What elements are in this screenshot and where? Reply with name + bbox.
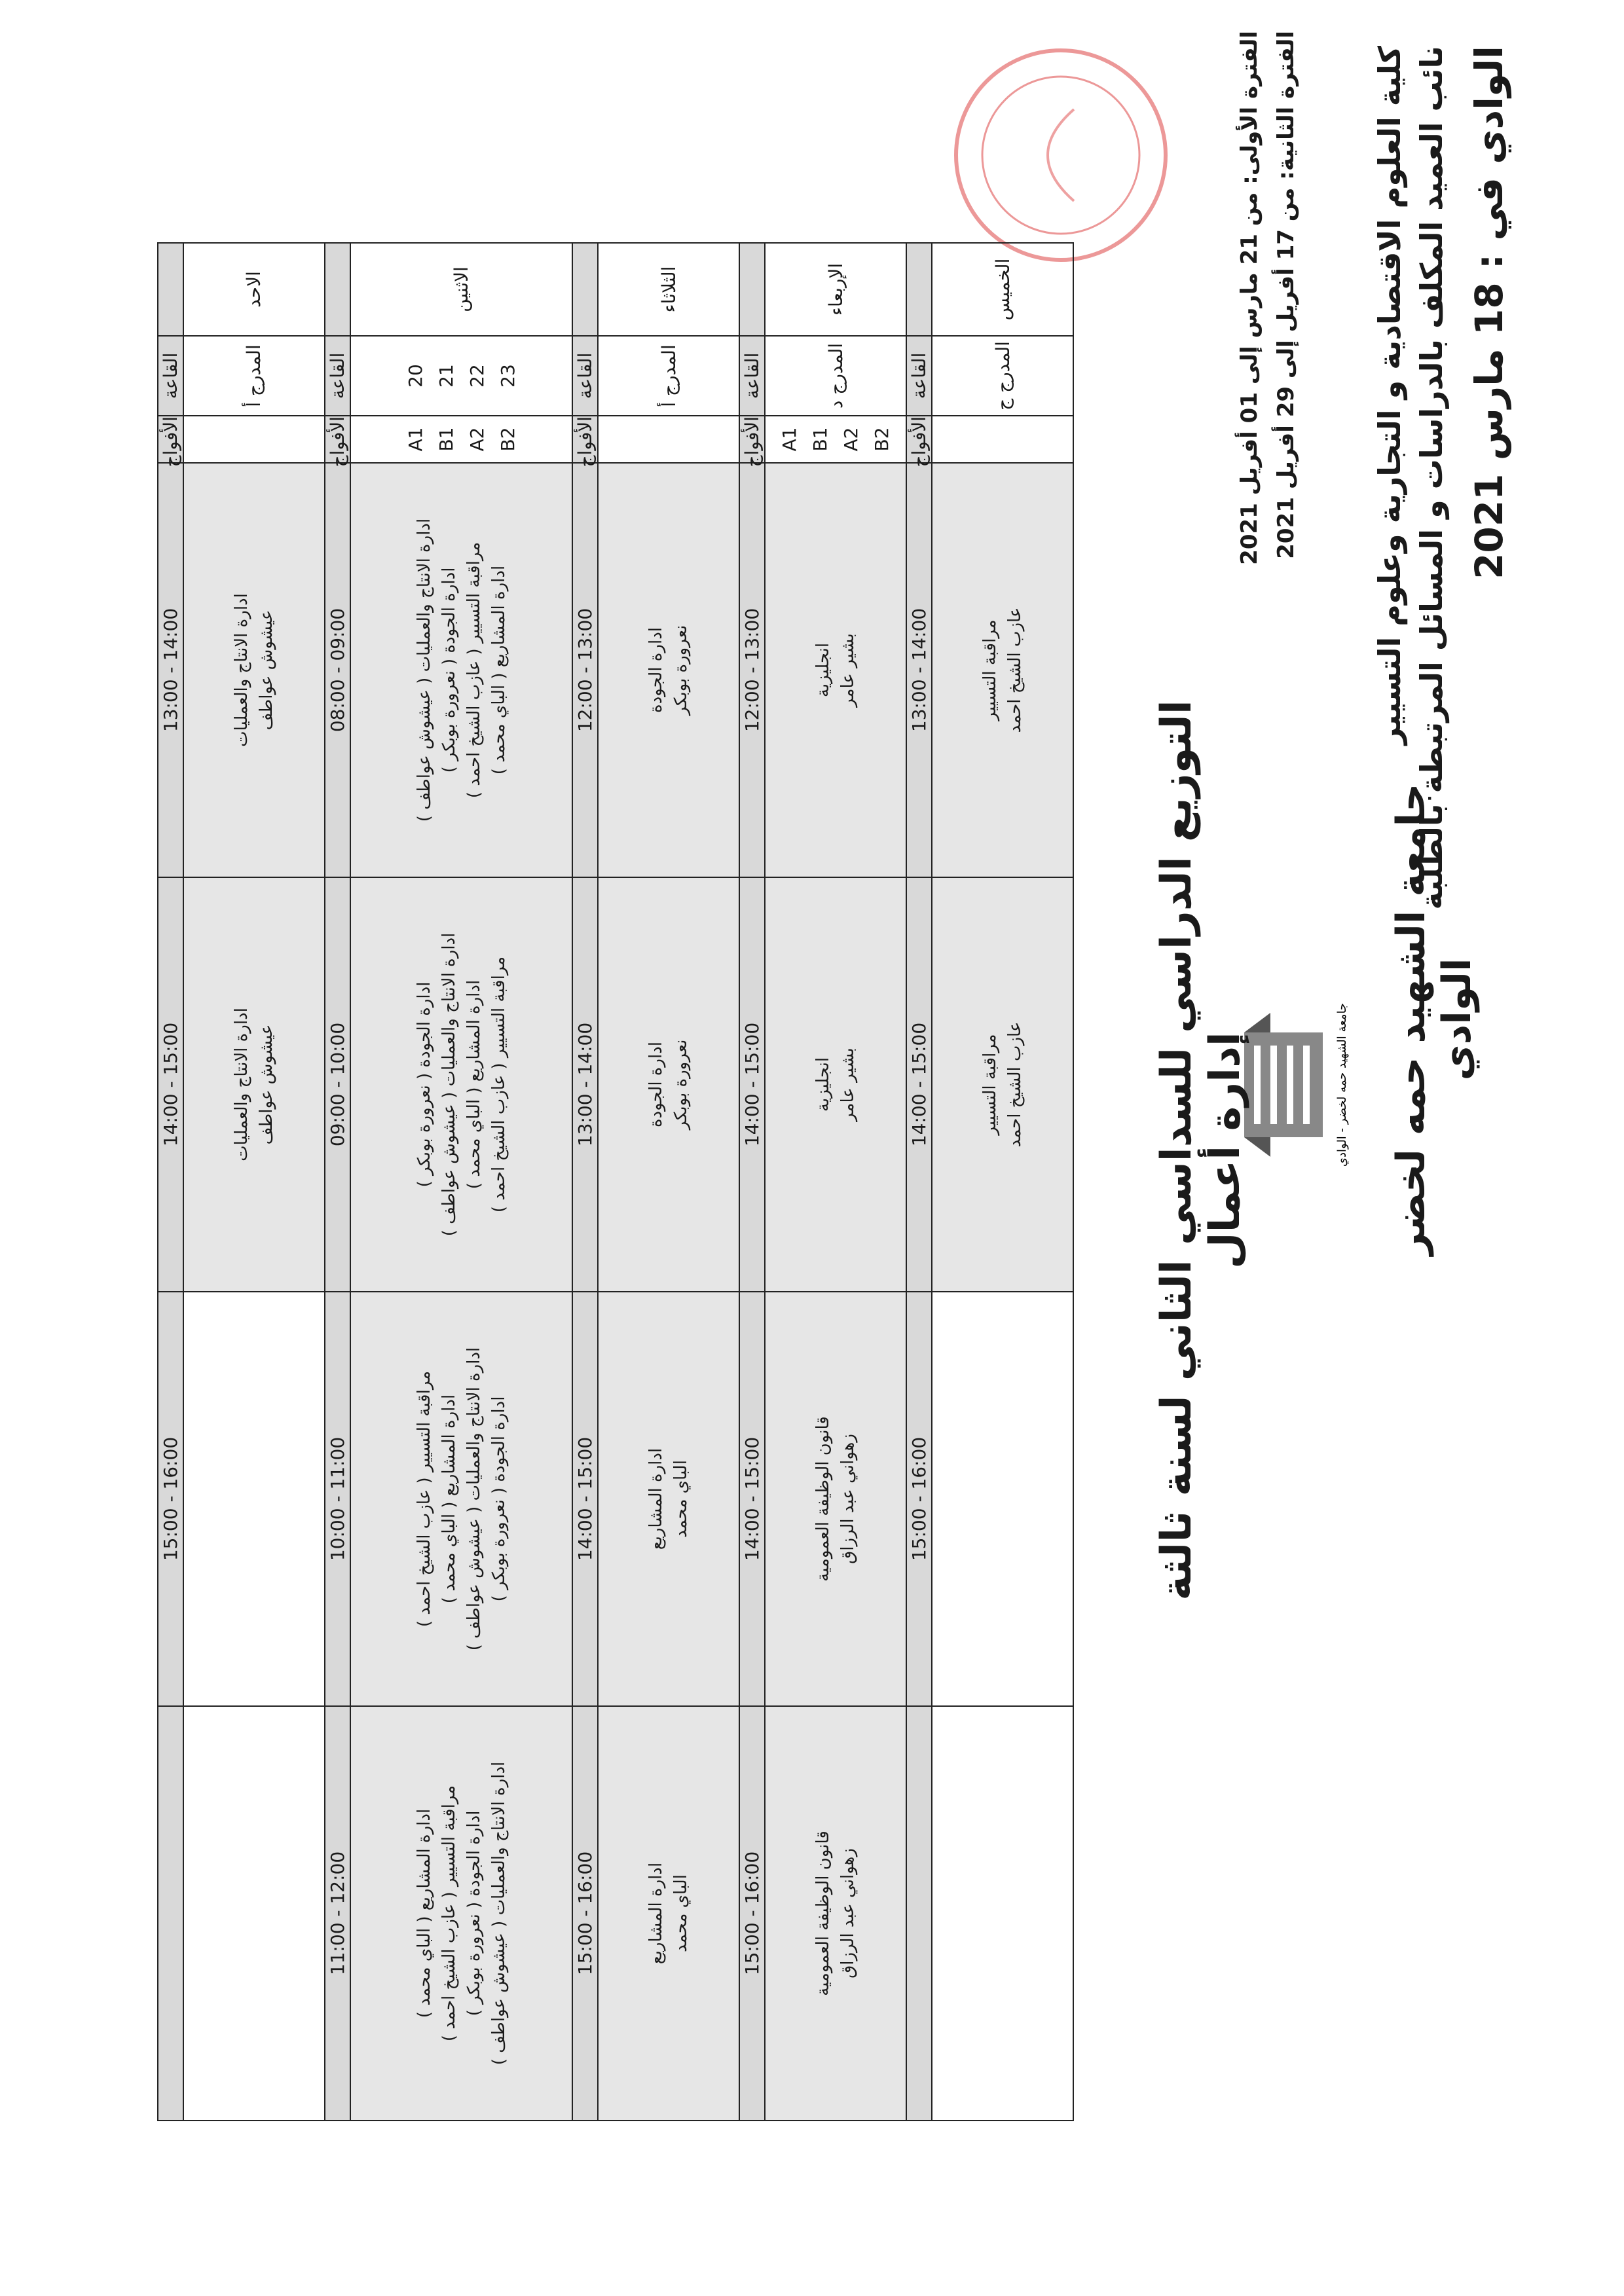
slot-cell <box>932 877 1073 1292</box>
header-row <box>158 243 183 2121</box>
course-line: مراقبة التسيير ( عازب الشيخ احمد ) <box>464 541 484 799</box>
course-line: بشير عامر <box>838 633 858 707</box>
time-slot: 13:00 - 12:00 <box>739 463 765 877</box>
time-slot: 15:00 - 14:00 <box>739 877 765 1292</box>
time-slot: 12:00 - 11:00 <box>325 1706 350 2121</box>
course-line: ادارة المشاريع ( الباي محمد ) <box>489 565 509 775</box>
course-line: قانون الوظيفة العمومية <box>813 1416 834 1582</box>
groups-label: الأفواج <box>739 416 765 463</box>
course-line: انجليزية <box>813 1057 834 1112</box>
day-row <box>183 243 325 2121</box>
time-slot: 14:00 - 13:00 <box>572 877 598 1292</box>
day-row <box>932 243 1073 2121</box>
day-header-cell <box>906 243 932 336</box>
hall-name: المدرج أ <box>183 336 325 416</box>
period-2: الفترة الثانية: من 17 أفريل إلى 29 أفريل 2021 <box>1273 31 1299 559</box>
hall-label: القاعة <box>572 336 598 416</box>
course-line: ادارة الجودة <box>646 1041 667 1128</box>
course-line: عيشوش عواطف <box>256 1024 276 1145</box>
slot-cell <box>765 463 906 877</box>
day-row <box>765 243 906 2121</box>
group-code: B1 <box>435 427 457 452</box>
group-list <box>350 416 572 463</box>
hall-name: المدرج ج <box>932 336 1073 416</box>
hall-name <box>350 336 572 416</box>
course-line: زهواني عبد الرزاق <box>838 1434 858 1564</box>
time-slot: 15:00 - 14:00 <box>572 1292 598 1706</box>
schedule-table <box>157 242 1074 2121</box>
course-line: ادارة الانتاج والعمليات ( عيشوش عواطف ) <box>464 1347 484 1651</box>
hall-label: القاعة <box>158 336 183 416</box>
time-slot: 10:00 - 09:00 <box>325 877 350 1292</box>
group-list <box>183 416 325 463</box>
slot-cell <box>765 1706 906 2121</box>
day-header-cell <box>158 243 183 336</box>
course-line: مراقبة التسيير ( عازب الشيخ احمد ) <box>489 956 509 1213</box>
course-line: زهواني عبد الرزاق <box>838 1848 858 1978</box>
course-line: عيشوش عواطف <box>256 610 276 731</box>
hall-label: القاعة <box>739 336 765 416</box>
slot-cell <box>932 463 1073 877</box>
slot-cell <box>765 877 906 1292</box>
slot-cell <box>598 1706 739 2121</box>
course-line: ادارة الانتاج والعمليات <box>231 593 251 747</box>
time-slot: 09:00 - 08:00 <box>325 463 350 877</box>
hall-label: القاعة <box>325 336 350 416</box>
course-line: ادارة الانتاج والعمليات <box>231 1008 251 1161</box>
course-line: مراقبة التسيير ( عازب الشيخ احمد ) <box>439 1785 459 2042</box>
university-logo <box>1231 987 1369 1183</box>
course-line: نعرورة بوبكر <box>671 1039 692 1130</box>
time-slot <box>906 1706 932 2121</box>
room-number: 20 <box>404 364 426 388</box>
day-header-cell <box>739 243 765 336</box>
time-slot: 16:00 - 15:00 <box>158 1292 183 1706</box>
room-number: 22 <box>466 364 488 388</box>
time-slot: 16:00 - 15:00 <box>906 1292 932 1706</box>
course-line: الباي محمد <box>671 1874 692 1952</box>
course-line: ادارة الجودة ( نعرورة بوبكر ) <box>489 1396 509 1602</box>
periods <box>1231 31 1304 565</box>
header-row <box>325 243 350 2121</box>
time-slot: 15:00 - 14:00 <box>158 877 183 1292</box>
course-line: انجليزية <box>813 642 834 698</box>
day-name: الخميس <box>932 243 1073 336</box>
day-name: الاثنين <box>350 243 572 336</box>
day-name: الإربعاء <box>765 243 906 336</box>
slot-cell <box>598 463 739 877</box>
course-line: نعرورة بوبكر <box>671 625 692 716</box>
header-row <box>572 243 598 2121</box>
course-line: ادارة المشاريع ( الباي محمد ) <box>439 1394 459 1604</box>
group-code: A2 <box>466 427 488 452</box>
group-code: A2 <box>840 427 862 452</box>
course-line: ادارة المشاريع <box>646 1448 667 1550</box>
slot-cell <box>598 1292 739 1706</box>
hall-name: المدرج د <box>765 336 906 416</box>
slot-cell <box>350 1706 572 2121</box>
slot-cell <box>765 1292 906 1706</box>
course-line: ادارة الجودة ( نعرورة بوبكر ) <box>414 981 434 1188</box>
course-line: ادارة الجودة ( نعرورة بوبكر ) <box>439 567 459 773</box>
day-header-cell <box>325 243 350 336</box>
stamp-seal <box>943 37 1179 273</box>
slot-cell <box>350 463 572 877</box>
groups-label: الأفواج <box>158 416 183 463</box>
time-slot: 13:00 - 12:00 <box>572 463 598 877</box>
course-line: ادارة المشاريع <box>646 1862 667 1965</box>
groups-label: الأفواج <box>572 416 598 463</box>
day-name: الثلاثاء <box>598 243 739 336</box>
group-code: A1 <box>779 427 801 452</box>
course-line: مراقبة التسيير ( عازب الشيخ احمد ) <box>414 1370 434 1628</box>
time-slot: 14:00 - 13:00 <box>158 463 183 877</box>
group-code: B1 <box>809 427 832 452</box>
course-line: ادارة المشاريع ( الباي محمد ) <box>464 979 484 1190</box>
time-slot: 11:00 - 10:00 <box>325 1292 350 1706</box>
group-code: A1 <box>404 427 426 452</box>
office-name: نائب العميد المكلف بالدراسات و المسائل المرتبطة بالطلبة <box>1414 46 1449 910</box>
slot-cell <box>932 1292 1073 1706</box>
time-slot: 14:00 - 13:00 <box>906 463 932 877</box>
faculty-name: كلية العلوم الاقتصادية و التجارية وعلوم التسيير <box>1372 46 1407 745</box>
time-slot: 15:00 - 14:00 <box>739 1292 765 1706</box>
course-line: عازب الشيخ احمد <box>1005 607 1025 733</box>
course-line: ادارة الانتاج والعمليات ( عيشوش عواطف ) <box>489 1761 509 2066</box>
course-line: ادارة المشاريع ( الباي محمد ) <box>414 1808 434 2018</box>
slot-cell <box>932 1706 1073 2121</box>
groups-label: الأفواج <box>325 416 350 463</box>
course-line: الباي محمد <box>671 1460 692 1538</box>
page-title: التوزيع الدراسي للسداسي الثاني لسنة ثالثة إدارة أعمال <box>1153 700 1249 1601</box>
university-name: جامعة الشهيد حمه لخضر الوادي <box>1388 783 1480 1256</box>
hall-label: القاعة <box>906 336 932 416</box>
day-name: الاحد <box>183 243 325 336</box>
group-list <box>765 416 906 463</box>
header-row <box>739 243 765 2121</box>
group-list <box>598 416 739 463</box>
slot-cell <box>350 877 572 1292</box>
course-line: ادارة الانتاج والعمليات ( عيشوش عواطف ) <box>414 518 434 822</box>
group-code: B2 <box>496 427 519 452</box>
slot-cell <box>183 1706 325 2121</box>
course-line: عازب الشيخ احمد <box>1005 1021 1025 1148</box>
course-line: مراقبة التسيير <box>980 619 1001 721</box>
time-slot <box>158 1706 183 2121</box>
day-row <box>598 243 739 2121</box>
day-row <box>350 243 572 2121</box>
course-line: ادارة الجودة ( نعرورة بوبكر ) <box>464 1810 484 2016</box>
groups-label: الأفواج <box>906 416 932 463</box>
document-date: الوادي في : 18 مارس 2021 <box>1467 46 1511 579</box>
group-code: B2 <box>871 427 893 452</box>
course-line: قانون الوظيفة العمومية <box>813 1831 834 1996</box>
course-line: بشير عامر <box>838 1048 858 1121</box>
room-number: 21 <box>435 364 457 388</box>
slot-cell <box>598 877 739 1292</box>
slot-cell <box>350 1292 572 1706</box>
time-slot: 16:00 - 15:00 <box>739 1706 765 2121</box>
hall-name: المدرج أ <box>598 336 739 416</box>
group-list <box>932 416 1073 463</box>
time-slot: 16:00 - 15:00 <box>572 1706 598 2121</box>
course-line: ادارة الجودة <box>646 627 667 714</box>
course-line: ادارة الانتاج والعمليات ( عيشوش عواطف ) <box>439 932 459 1237</box>
header-row <box>906 243 932 2121</box>
room-number: 23 <box>496 364 519 388</box>
course-line: مراقبة التسيير <box>980 1034 1001 1135</box>
svg-text:جامعة الشهيد حمه لخضر - الوادي: جامعة الشهيد حمه لخضر - الوادي <box>1335 1002 1349 1167</box>
period-1: الفترة الأولى: من 21 مارس إلى 01 أفريل 2021 <box>1236 31 1263 565</box>
day-header-cell <box>572 243 598 336</box>
slot-cell <box>183 463 325 877</box>
time-slot: 15:00 - 14:00 <box>906 877 932 1292</box>
slot-cell <box>183 1292 325 1706</box>
slot-cell <box>183 877 325 1292</box>
